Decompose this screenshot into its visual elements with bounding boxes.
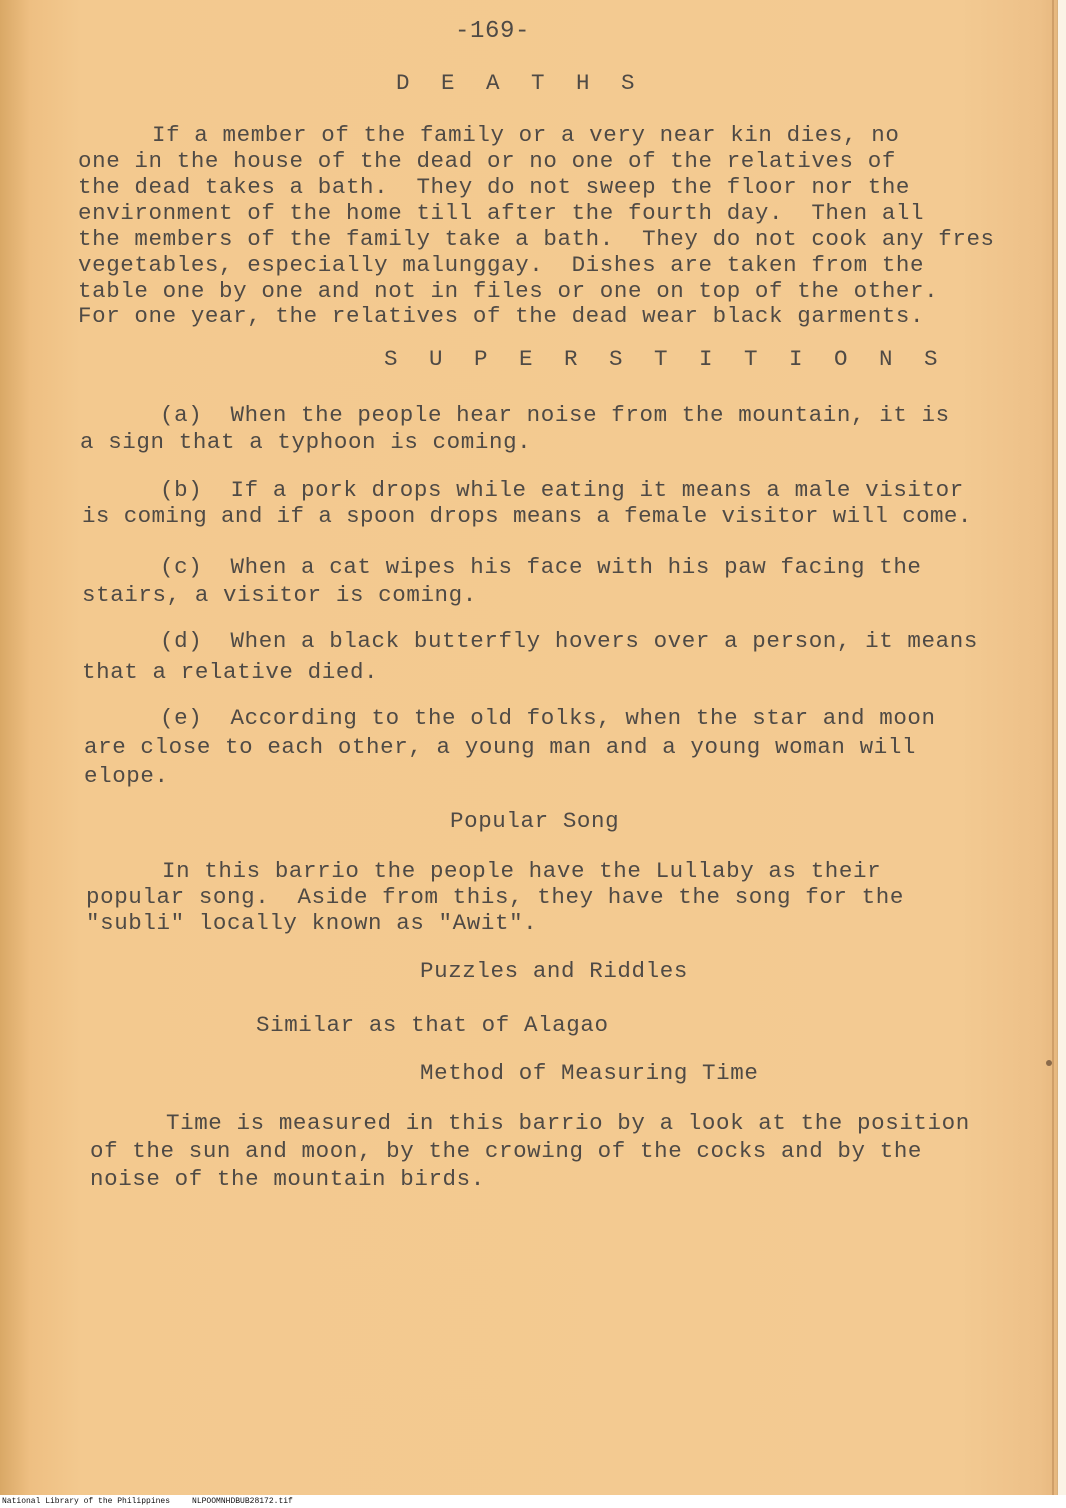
- superstition-line: a sign that a typhoon is coming.: [80, 429, 532, 455]
- superstition-line: stairs, a visitor is coming.: [82, 582, 477, 608]
- superstition-line: (d) When a black butterfly hovers over a person, it means: [160, 628, 978, 654]
- deaths-line: table one by one and not in files or one on top of the other.: [78, 278, 939, 304]
- superstition-line: elope.: [84, 763, 169, 789]
- footer-filename: NLPOOMNHDBUB28172.tif: [192, 1497, 293, 1506]
- deaths-heading: D E A T H S: [396, 70, 644, 96]
- time-heading: Method of Measuring Time: [420, 1060, 759, 1086]
- popular-song-line: In this barrio the people have the Lullaby as their: [162, 858, 882, 884]
- superstition-line: (a) When the people hear noise from the mountain, it is: [160, 402, 950, 428]
- time-line: of the sun and moon, by the crowing of the cocks and by the: [90, 1138, 923, 1164]
- popular-song-heading: Popular Song: [450, 808, 620, 834]
- popular-song-line: popular song. Aside from this, they have the song for the: [86, 884, 904, 910]
- superstition-line: (b) If a pork drops while eating it means a male visitor: [160, 477, 964, 503]
- deaths-line: the dead takes a bath. They do not sweep the floor nor the: [78, 174, 911, 200]
- time-line: Time is measured in this barrio by a look at the position: [166, 1110, 970, 1136]
- deaths-line: environment of the home till after the fourth day. Then all: [78, 200, 925, 226]
- deaths-line: If a member of the family or a very near kin dies, no: [152, 122, 900, 148]
- superstition-line: (e) According to the old folks, when the star and moon: [160, 705, 936, 731]
- time-line: noise of the mountain birds.: [90, 1166, 485, 1192]
- deaths-line: vegetables, especially malunggay. Dishes are taken from the: [78, 252, 925, 278]
- page-fold: [1052, 0, 1054, 1495]
- puzzles-heading: Puzzles and Riddles: [420, 958, 688, 984]
- deaths-line: For one year, the relatives of the dead wear black garments.: [78, 303, 925, 329]
- page-edge: [1057, 0, 1066, 1495]
- superstition-line: are close to each other, a young man and a young woman will: [84, 734, 917, 760]
- page-number: -169-: [455, 18, 531, 45]
- footer-library: National Library of the Philippines: [2, 1497, 171, 1506]
- superstition-line: is coming and if a spoon drops means a female visitor will come.: [82, 503, 972, 529]
- deaths-line: one in the house of the dead or no one of the relatives of: [78, 148, 896, 174]
- superstitions-heading: S U P E R S T I T I O N S: [384, 346, 947, 372]
- puzzles-text: Similar as that of Alagao: [256, 1012, 609, 1038]
- ink-speck: [1046, 1060, 1052, 1066]
- superstition-line: (c) When a cat wipes his face with his paw facing the: [160, 554, 922, 580]
- scan-footer: [0, 1495, 1066, 1508]
- superstition-line: that a relative died.: [82, 659, 379, 685]
- deaths-line: the members of the family take a bath. They do not cook any fres: [78, 226, 995, 252]
- popular-song-line: "subli" locally known as "Awit".: [86, 910, 538, 936]
